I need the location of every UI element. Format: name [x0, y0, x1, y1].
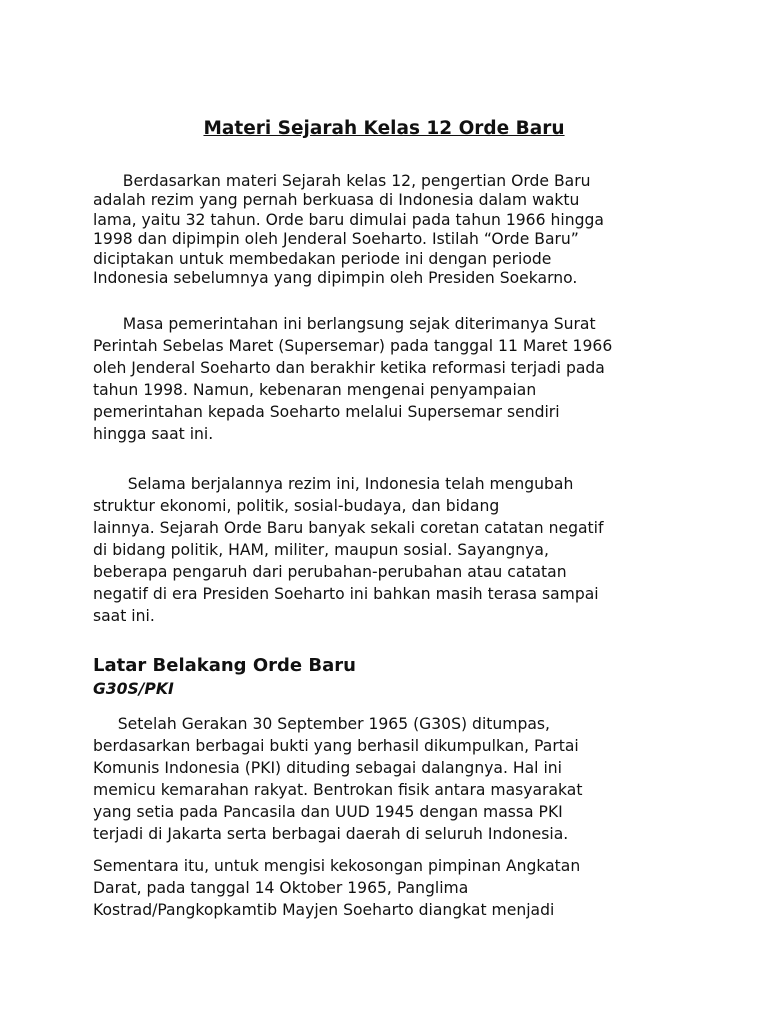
text-line: lainnya. Sejarah Orde Baru banyak sekali coretan catatan negatif — [93, 519, 604, 537]
text-line: 1998 dan dipimpin oleh Jenderal Soeharto. Istilah “Orde Baru” — [93, 230, 579, 249]
text-line: Berdasarkan materi Sejarah kelas 12, pengertian Orde Baru — [93, 172, 591, 190]
text-line: pemerintahan kepada Soeharto melalui Supersemar sendiri — [93, 403, 560, 421]
text-line: berdasarkan berbagai bukti yang berhasil dikumpulkan, Partai — [93, 737, 579, 755]
section-subheading: G30S/PKI — [93, 680, 174, 698]
paragraph-period — [93, 313, 683, 445]
text-line: tahun 1998. Namun, kebenaran mengenai penyampaian — [93, 381, 537, 399]
text-line: Darat, pada tanggal 14 Oktober 1965, Panglima — [93, 879, 469, 897]
text-line: Komunis Indonesia (PKI) dituding sebagai dalangnya. Hal ini — [93, 759, 563, 777]
text-line: Setelah Gerakan 30 September 1965 (G30S) ditumpas, — [93, 715, 551, 733]
text-line: Indonesia sebelumnya yang dipimpin oleh Presiden Soekarno. — [93, 269, 578, 288]
document-title: Materi Sejarah Kelas 12 Orde Baru — [203, 118, 565, 139]
paragraph-leadership — [93, 855, 683, 921]
text-line: di bidang politik, HAM, militer, maupun sosial. Sayangnya, — [93, 541, 549, 559]
text-line: Selama berjalannya rezim ini, Indonesia telah mengubah — [93, 475, 574, 493]
text-line: Masa pemerintahan ini berlangsung sejak diterimanya Surat — [93, 315, 596, 333]
paragraph-definition — [93, 172, 683, 288]
text-line: saat ini. — [93, 607, 155, 625]
text-line: struktur ekonomi, politik, sosial-budaya, dan bidang — [93, 497, 500, 515]
text-line: beberapa pengaruh dari perubahan-perubahan atau catatan — [93, 563, 567, 581]
text-line: lama, yaitu 32 tahun. Orde baru dimulai pada tahun 1966 hingga — [93, 210, 604, 229]
text-line: diciptakan untuk membedakan periode ini dengan periode — [93, 249, 552, 268]
text-line: oleh Jenderal Soeharto dan berakhir ketika reformasi terjadi pada — [93, 359, 605, 377]
text-line: hingga saat ini. — [93, 425, 214, 443]
text-line: negatif di era Presiden Soeharto ini bahkan masih terasa sampai — [93, 585, 599, 603]
paragraph-impact — [93, 473, 683, 627]
paragraph-g30s — [93, 713, 683, 845]
text-line: Kostrad/Pangkopkamtib Mayjen Soeharto diangkat menjadi — [93, 901, 555, 919]
section-heading: Latar Belakang Orde Baru — [93, 655, 356, 676]
text-line: memicu kemarahan rakyat. Bentrokan fisik antara masyarakat — [93, 781, 583, 799]
text-line: yang setia pada Pancasila dan UUD 1945 dengan massa PKI — [93, 803, 563, 821]
text-line: Sementara itu, untuk mengisi kekosongan pimpinan Angkatan — [93, 857, 581, 875]
text-line: Perintah Sebelas Maret (Supersemar) pada tanggal 11 Maret 1966 — [93, 337, 613, 355]
text-line: terjadi di Jakarta serta berbagai daerah di seluruh Indonesia. — [93, 825, 569, 843]
text-line: adalah rezim yang pernah berkuasa di Indonesia dalam waktu — [93, 191, 580, 210]
